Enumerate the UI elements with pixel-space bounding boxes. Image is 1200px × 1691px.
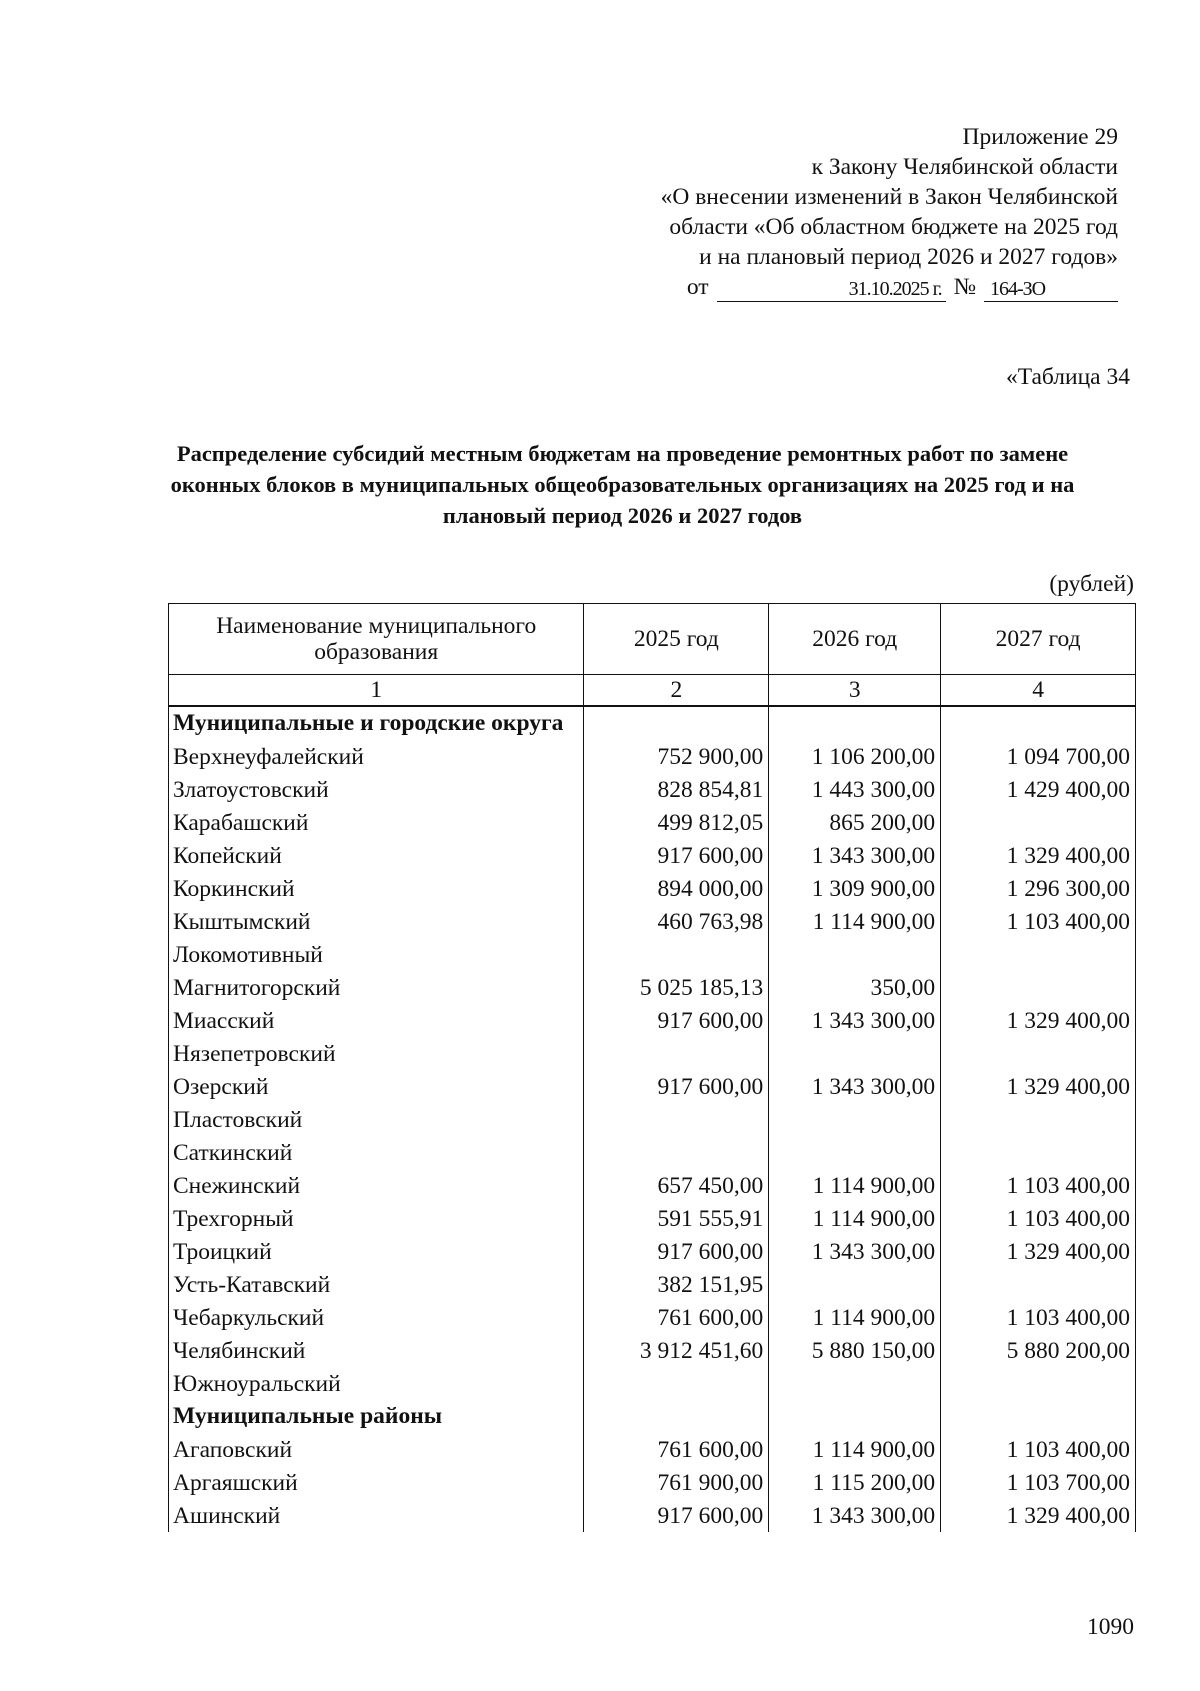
amount-2026: 1 443 300,00 (769, 773, 941, 806)
amount-2026 (769, 938, 941, 971)
municipality-name: Аргаяшский (169, 1466, 584, 1499)
table-row (169, 1070, 1136, 1103)
municipality-name: Коркинский (169, 872, 584, 905)
header-date-line (558, 272, 1118, 302)
amount-2027 (941, 806, 1136, 839)
municipality-name: Миасский (169, 1004, 584, 1037)
table-row (169, 1334, 1136, 1367)
amount-2025: 917 600,00 (584, 1070, 769, 1103)
municipality-name: Челябинский (169, 1334, 584, 1367)
amount-2026: 1 114 900,00 (769, 905, 941, 938)
table-row (169, 1004, 1136, 1037)
table-row (169, 1202, 1136, 1235)
from-label: от (686, 274, 709, 300)
amount-2025: 460 763,98 (584, 905, 769, 938)
amount-2025 (584, 1103, 769, 1136)
amount-2027: 1 103 400,00 (941, 1202, 1136, 1235)
header-2027: 2027 год (941, 604, 1136, 675)
amount-2025: 761 600,00 (584, 1301, 769, 1334)
municipality-name: Пластовский (169, 1103, 584, 1136)
amount-2027: 1 103 400,00 (941, 1433, 1136, 1466)
amount-2025: 761 600,00 (584, 1433, 769, 1466)
amount-2027 (941, 971, 1136, 1004)
amount-2027: 1 329 400,00 (941, 1070, 1136, 1103)
amount-2025: 917 600,00 (584, 1499, 769, 1532)
amount-2025: 499 812,05 (584, 806, 769, 839)
table-row (169, 1499, 1136, 1532)
amount-2026: 1 114 900,00 (769, 1301, 941, 1334)
amount-2026 (769, 1400, 941, 1433)
table-header-row (169, 604, 1136, 675)
amount-2025: 894 000,00 (584, 872, 769, 905)
amount-2025: 5 025 185,13 (584, 971, 769, 1004)
amount-2025: 917 600,00 (584, 1004, 769, 1037)
municipality-name: Южноуральский (169, 1367, 584, 1400)
amount-2025 (584, 706, 769, 740)
table-row (169, 1301, 1136, 1334)
page-number: 1090 (1087, 1614, 1134, 1640)
municipality-name: Нязепетровский (169, 1037, 584, 1070)
amount-2025: 917 600,00 (584, 839, 769, 872)
amount-2027 (941, 1136, 1136, 1169)
amount-2025: 917 600,00 (584, 1235, 769, 1268)
amount-2027: 1 103 400,00 (941, 1169, 1136, 1202)
amount-2027: 1 094 700,00 (941, 740, 1136, 773)
amount-2025: 752 900,00 (584, 740, 769, 773)
amount-2026: 1 114 900,00 (769, 1433, 941, 1466)
subsidy-table (168, 603, 1136, 1532)
municipality-name: Усть-Катавский (169, 1268, 584, 1301)
amount-2026 (769, 1268, 941, 1301)
amount-2027: 1 296 300,00 (941, 872, 1136, 905)
municipality-name: Муниципальные и городские округа (169, 706, 584, 740)
municipality-name: Копейский (169, 839, 584, 872)
header-municipality: Наименование муниципального образования (169, 604, 584, 675)
amount-2027 (941, 1400, 1136, 1433)
municipality-name: Саткинский (169, 1136, 584, 1169)
table-row (169, 1235, 1136, 1268)
header-line-appendix: Приложение 29 (962, 124, 1118, 150)
amount-2027: 1 329 400,00 (941, 1004, 1136, 1037)
municipality-name: Муниципальные районы (169, 1400, 584, 1433)
amount-2026 (769, 1367, 941, 1400)
amount-2026: 1 343 300,00 (769, 1499, 941, 1532)
amount-2026 (769, 706, 941, 740)
amount-2026 (769, 1037, 941, 1070)
amount-2026: 865 200,00 (769, 806, 941, 839)
header-line-budget: области «Об областном бюджете на 2025 год (669, 214, 1118, 240)
municipality-name: Верхнеуфалейский (169, 740, 584, 773)
column-number: 4 (941, 675, 1136, 707)
amount-2025: 591 555,91 (584, 1202, 769, 1235)
amount-2027: 1 329 400,00 (941, 1235, 1136, 1268)
amount-2026: 5 880 150,00 (769, 1334, 941, 1367)
header-line-amendment: «О внесении изменений в Закон Челябинской (660, 184, 1118, 210)
municipality-name: Агаповский (169, 1433, 584, 1466)
amount-2027: 1 329 400,00 (941, 839, 1136, 872)
table-row (169, 1136, 1136, 1169)
table-row (169, 1433, 1136, 1466)
amount-2026: 1 343 300,00 (769, 1235, 941, 1268)
amount-2026: 1 115 200,00 (769, 1466, 941, 1499)
document-header (558, 122, 1118, 302)
amount-2025: 828 854,81 (584, 773, 769, 806)
table-row (169, 938, 1136, 971)
amount-2027 (941, 1268, 1136, 1301)
table-row (169, 740, 1136, 773)
amount-2025: 382 151,95 (584, 1268, 769, 1301)
table-row (169, 1466, 1136, 1499)
header-2026: 2026 год (769, 604, 941, 675)
municipality-name: Кыштымский (169, 905, 584, 938)
amount-2027: 1 329 400,00 (941, 1499, 1136, 1532)
amount-2026 (769, 1103, 941, 1136)
header-2025: 2025 год (584, 604, 769, 675)
amount-2026: 1 343 300,00 (769, 1004, 941, 1037)
amount-2025: 3 912 451,60 (584, 1334, 769, 1367)
amount-2025 (584, 1037, 769, 1070)
table-row (169, 1268, 1136, 1301)
table-row (169, 773, 1136, 806)
municipality-name: Локомотивный (169, 938, 584, 971)
amount-2025 (584, 1400, 769, 1433)
amount-2025 (584, 1136, 769, 1169)
amount-2026: 1 343 300,00 (769, 1070, 941, 1103)
amount-2027 (941, 706, 1136, 740)
table-body (169, 706, 1136, 1532)
table-row (169, 1037, 1136, 1070)
table-row (169, 971, 1136, 1004)
law-number: 164-ЗО (984, 277, 1118, 302)
municipality-name: Трехгорный (169, 1202, 584, 1235)
amount-2026: 1 114 900,00 (769, 1169, 941, 1202)
header-line-law: к Закону Челябинской области (811, 154, 1118, 180)
municipality-name: Троицкий (169, 1235, 584, 1268)
column-number: 2 (584, 675, 769, 707)
number-label: № (953, 274, 976, 300)
municipality-name: Озерский (169, 1070, 584, 1103)
column-number: 1 (169, 675, 584, 707)
municipality-name: Ашинский (169, 1499, 584, 1532)
amount-2026: 1 106 200,00 (769, 740, 941, 773)
table-row (169, 806, 1136, 839)
amount-2026 (769, 1136, 941, 1169)
amount-2025: 657 450,00 (584, 1169, 769, 1202)
amount-2026: 1 309 900,00 (769, 872, 941, 905)
amount-2027: 1 103 700,00 (941, 1466, 1136, 1499)
document-title: Распределение субсидий местным бюджетам на проведение ремонтных работ по замене оконных блоков в муниципальных общеобразовательных организациях на 2025 год и на плановый период 2026 и 2027 годов (170, 441, 1075, 528)
amount-2027: 5 880 200,00 (941, 1334, 1136, 1367)
amount-2026: 350,00 (769, 971, 941, 1004)
municipality-name: Чебаркульский (169, 1301, 584, 1334)
table-row (169, 1103, 1136, 1136)
amount-2027 (941, 1037, 1136, 1070)
section-row (169, 1400, 1136, 1433)
header-line-period: и на плановый период 2026 и 2027 годов» (699, 244, 1118, 270)
section-row (169, 706, 1136, 740)
table-caption: «Таблица 34 (1005, 364, 1130, 390)
amount-2026: 1 343 300,00 (769, 839, 941, 872)
municipality-name: Златоустовский (169, 773, 584, 806)
table-row (169, 839, 1136, 872)
municipality-name: Снежинский (169, 1169, 584, 1202)
amount-2026: 1 114 900,00 (769, 1202, 941, 1235)
municipality-name: Магнитогорский (169, 971, 584, 1004)
column-number-row (169, 675, 1136, 707)
amount-2025: 761 900,00 (584, 1466, 769, 1499)
amount-2027: 1 103 400,00 (941, 1301, 1136, 1334)
table-row (169, 872, 1136, 905)
column-number: 3 (769, 675, 941, 707)
amount-2025 (584, 1367, 769, 1400)
amount-2027 (941, 1103, 1136, 1136)
law-date: 31.10.2025 г. (717, 277, 946, 302)
table-row (169, 1169, 1136, 1202)
units-label: (рублей) (1049, 571, 1134, 597)
amount-2025 (584, 938, 769, 971)
table-row (169, 1367, 1136, 1400)
municipality-name: Карабашский (169, 806, 584, 839)
amount-2027: 1 429 400,00 (941, 773, 1136, 806)
amount-2027 (941, 1367, 1136, 1400)
amount-2027: 1 103 400,00 (941, 905, 1136, 938)
amount-2027 (941, 938, 1136, 971)
table-row (169, 905, 1136, 938)
